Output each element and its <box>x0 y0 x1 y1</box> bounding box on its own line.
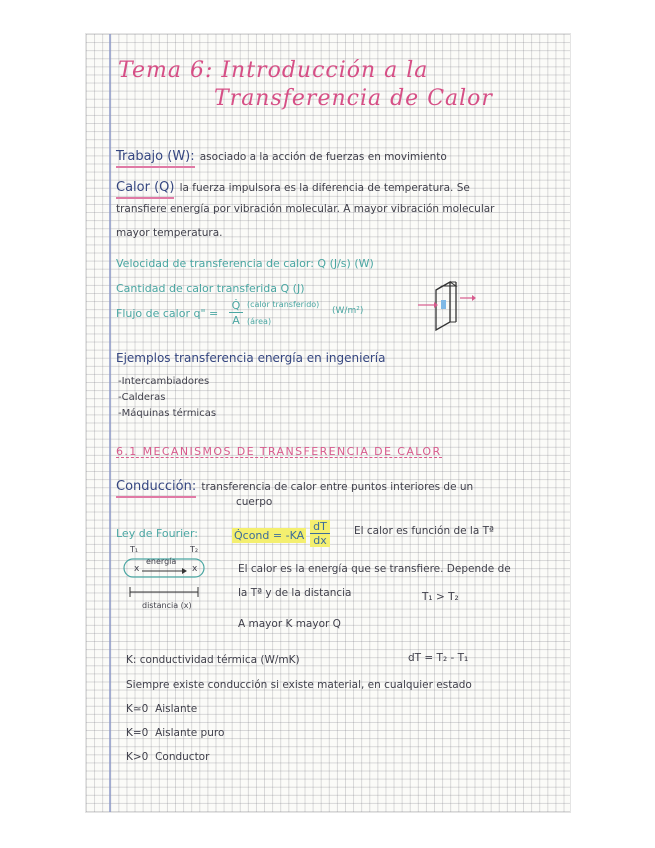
ejemplo-item-3: -Máquinas térmicas <box>118 408 217 419</box>
fourier-frac-num: dT <box>310 520 330 534</box>
fourier-frac-den: dx <box>310 534 330 547</box>
energia-text-1: El calor es la energía que se transfiere. Depende de <box>238 563 511 575</box>
diagram-t2: T₂ <box>190 545 199 554</box>
flujo-denom-note: (área) <box>247 317 272 326</box>
k-item-1-cond: K≃0 <box>126 703 149 715</box>
siempre-text: Siempre existe conducción si existe material, en cualquier estado <box>126 679 472 691</box>
ejemplo-item-2: -Calderas <box>118 392 166 403</box>
notebook-page <box>86 34 570 812</box>
k-item-2-cond: K=0 <box>126 727 149 739</box>
flujo-numer-note: (calor transferido) <box>247 300 320 309</box>
trabajo-line <box>116 147 447 163</box>
dt-definition: dT = T₂ - T₁ <box>408 652 469 664</box>
conduccion-line-1 <box>116 477 473 493</box>
distance-arrow <box>128 586 200 598</box>
energia-text-3: A mayor K mayor Q <box>238 618 341 630</box>
ejemplo-item-1: -Intercambiadores <box>118 376 210 387</box>
k-item-3-label: Conductor <box>155 751 210 763</box>
velocidad-line: Velocidad de transferencia de calor: Q (J/s) (W) <box>116 257 374 270</box>
conduccion-text-1: transferencia de calor entre puntos interiores de un <box>201 481 474 493</box>
calor-text-2: transfiere energía por vibración molecular. A mayor vibración molecular <box>116 203 495 215</box>
trabajo-label: Trabajo (W): <box>116 149 195 168</box>
fourier-eq-text: Q̇cond = -KA <box>234 529 305 542</box>
calor-line-1 <box>116 178 470 194</box>
trabajo-text: asociado a la acción de fuerzas en movimiento <box>199 151 447 163</box>
cantidad-line: Cantidad de calor transferida Q (J) <box>116 282 305 295</box>
page-title-line-2: Transferencia de Calor <box>214 86 493 111</box>
t-relation: T₁ > T₂ <box>422 591 459 603</box>
flujo-label: Flujo de calor q" = <box>116 307 219 320</box>
page-title-line-1: Tema 6: Introducción a la <box>118 58 429 83</box>
k-item-3 <box>126 752 209 763</box>
flujo-fraction <box>229 300 243 326</box>
flujo-denominator: A <box>232 314 240 327</box>
margin-line <box>109 34 111 812</box>
k-item-1-label: Aislante <box>155 703 198 715</box>
energia-text-2: la Tª y de la distancia <box>238 587 352 599</box>
diagram-energia: energía <box>146 557 177 566</box>
fourier-note: El calor es función de la Tª <box>354 525 494 537</box>
diagram-t1: T₁ <box>130 545 139 554</box>
section-heading: 6.1 MECANISMOS DE TRANSFERENCIA DE CALOR <box>116 445 442 458</box>
diagram-x-left: x <box>134 564 140 574</box>
conduccion-label: Conducción: <box>116 479 196 498</box>
diagram-distancia: distancia (x) <box>142 601 192 610</box>
flujo-numerator: Q̇ <box>229 300 243 313</box>
wall-heat-flux-sketch <box>416 278 476 334</box>
calor-text-1: la fuerza impulsora es la diferencia de temperatura. Se <box>179 182 470 194</box>
k-item-2 <box>126 728 224 739</box>
fourier-label: Ley de Fourier: <box>116 527 198 540</box>
flujo-units: (W/m²) <box>332 306 364 316</box>
ejemplos-title: Ejemplos transferencia energía en ingeniería <box>116 351 386 365</box>
k-item-2-label: Aislante puro <box>155 727 225 739</box>
calor-text-3: mayor temperatura. <box>116 227 223 239</box>
k-item-3-cond: K>0 <box>126 751 149 763</box>
diagram-x-right: x <box>192 564 198 574</box>
conduccion-text-2: cuerpo <box>236 496 273 508</box>
k-item-1 <box>126 704 197 715</box>
fourier-fraction <box>310 520 330 547</box>
fourier-equation <box>232 526 306 542</box>
calor-label: Calor (Q) <box>116 180 174 199</box>
k-definition: K: conductividad térmica (W/mK) <box>126 654 300 666</box>
